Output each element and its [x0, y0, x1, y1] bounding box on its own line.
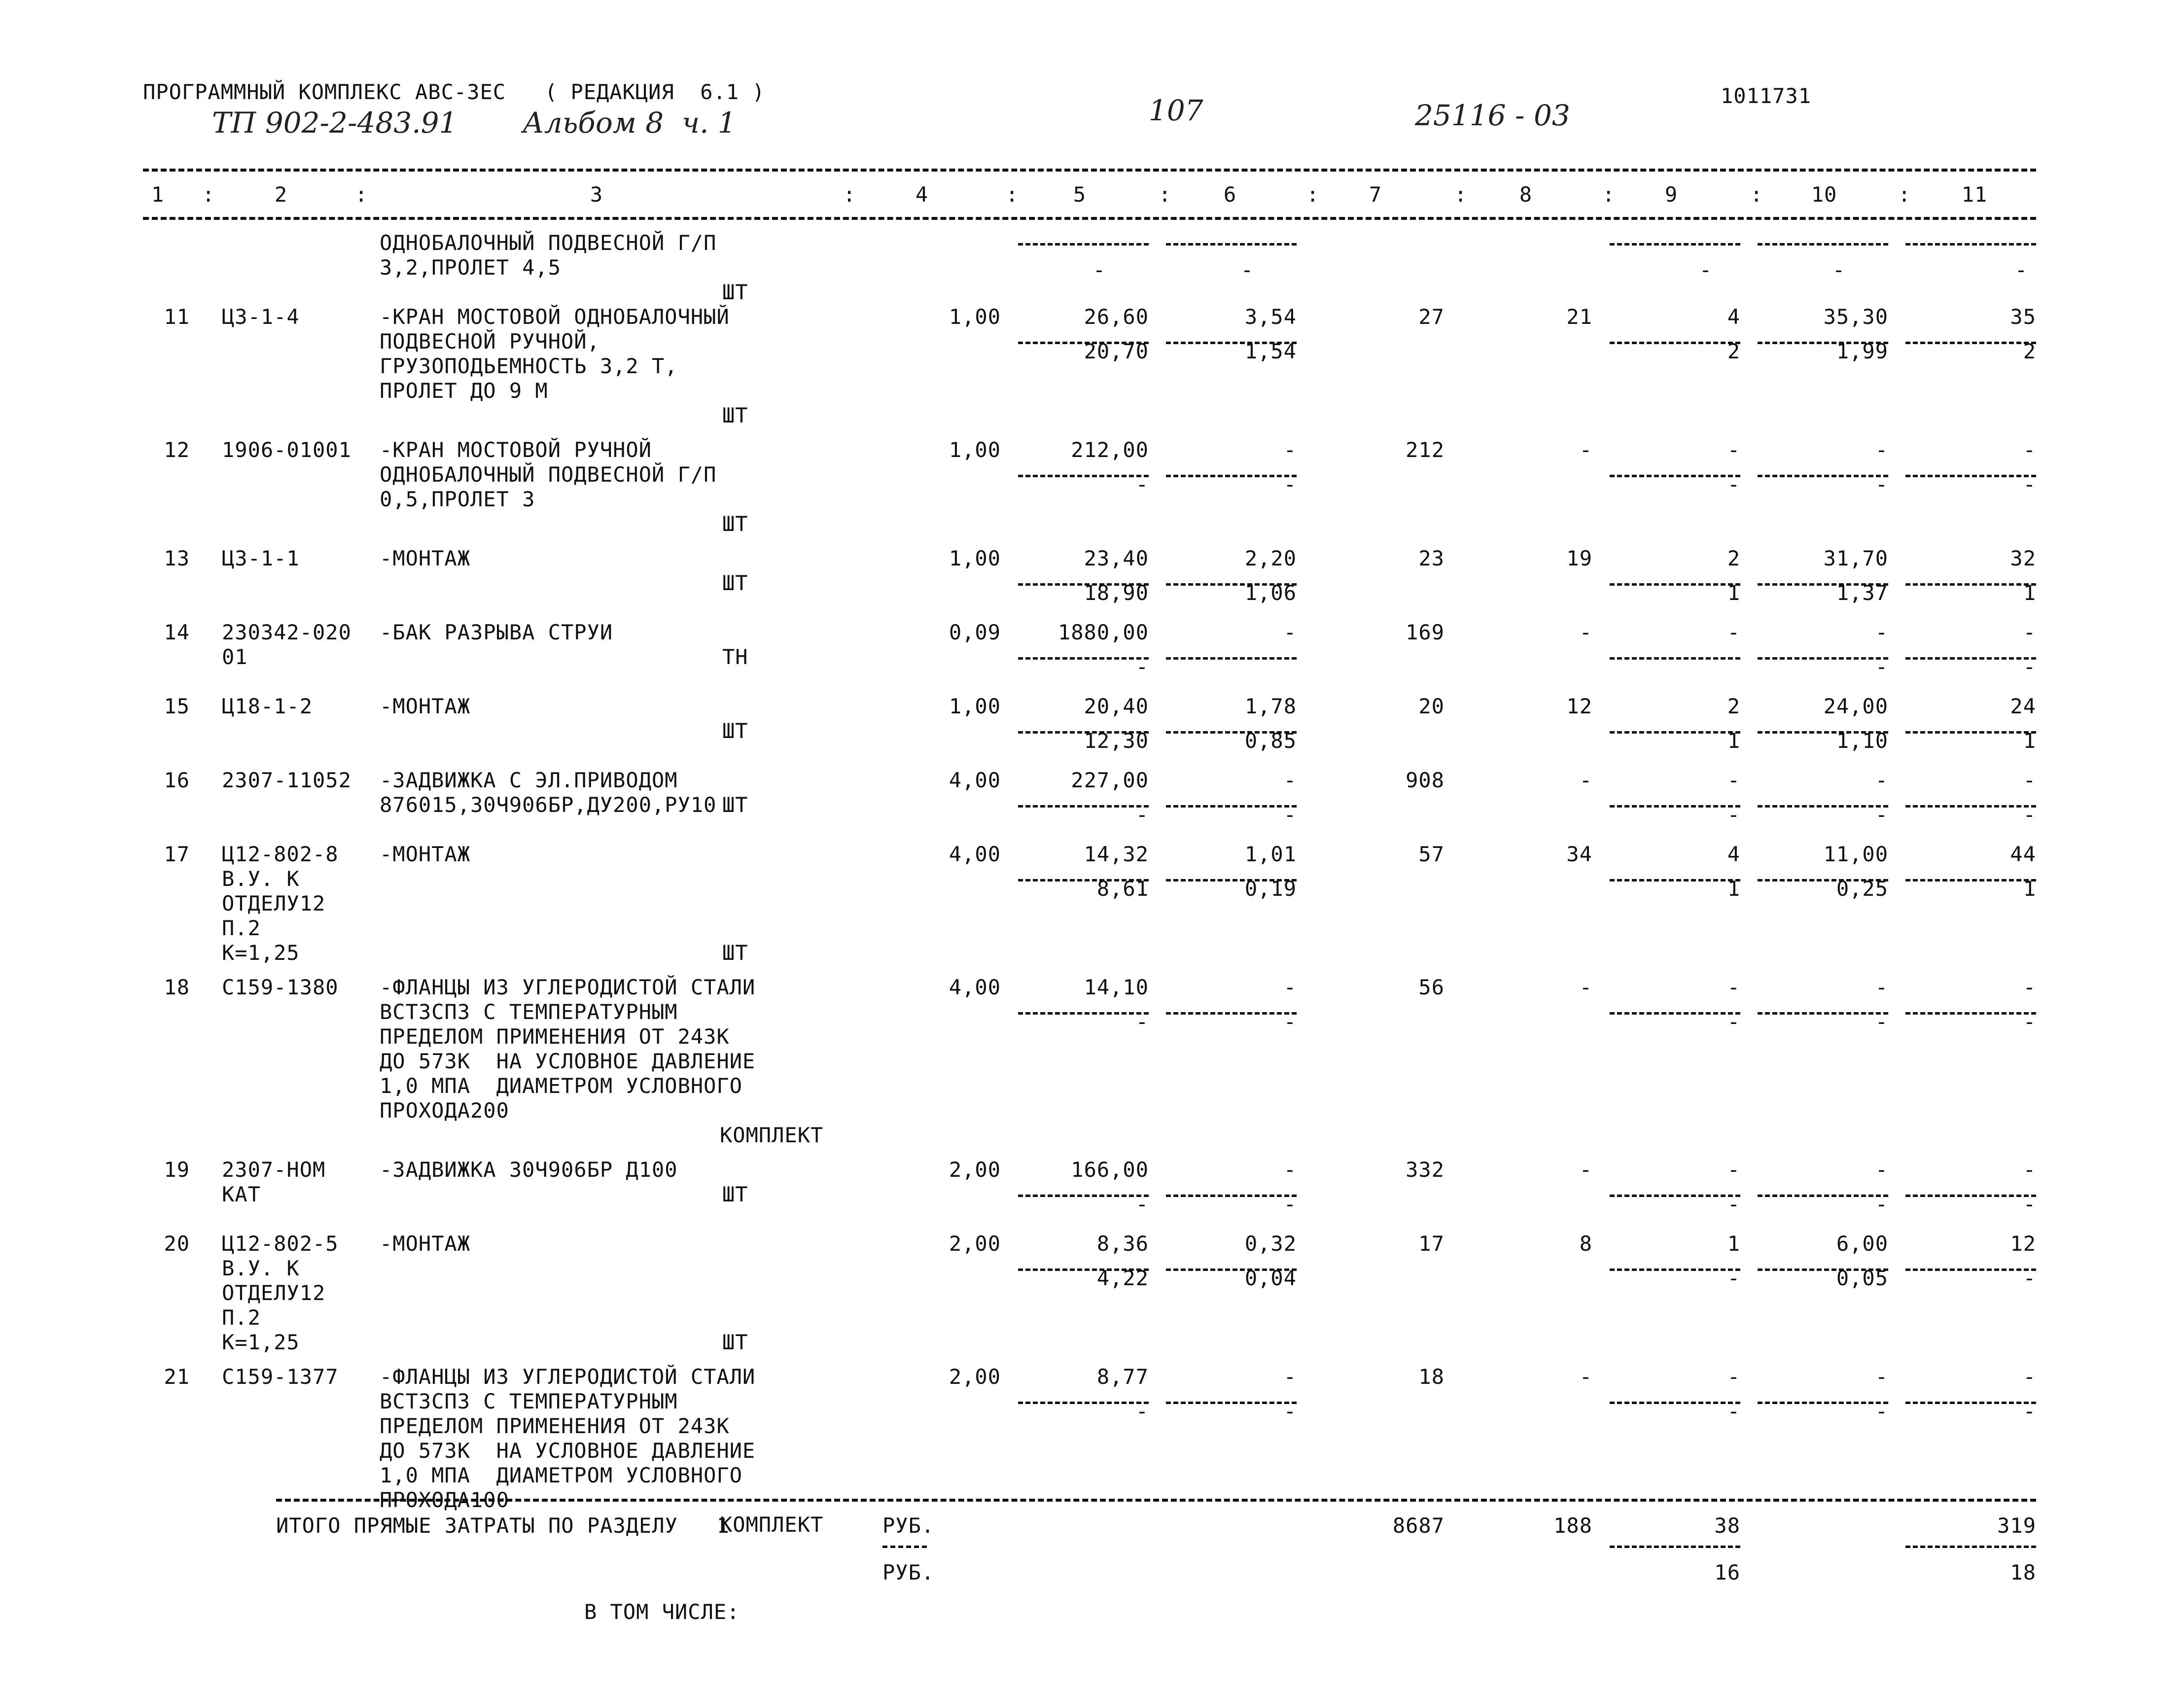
row-number: 20	[164, 1232, 190, 1256]
sub-divider	[1166, 657, 1297, 660]
cell-quantity: 0,09	[949, 620, 1001, 644]
cell-col11-labor: -	[2023, 1010, 2036, 1034]
cell-col7: 56	[1418, 975, 1444, 999]
cell-col6: 3,54	[1244, 305, 1297, 329]
column-separator: :	[1159, 182, 1172, 207]
description-line: ВСТ3СП3 С ТЕМПЕРАТУРНЫМ	[380, 1389, 678, 1413]
cell-quantity: 1,00	[949, 305, 1001, 329]
column-separator: :	[1602, 182, 1616, 207]
cell-col6: -	[1283, 768, 1297, 792]
cell-col5: 227,00	[1071, 768, 1149, 792]
cell-col9-labor: -	[1727, 472, 1740, 496]
cell-col10: 24,00	[1823, 694, 1888, 718]
description-line: ПОДВЕСНОЙ РУЧНОЙ,	[380, 329, 600, 353]
column-separator: :	[1006, 182, 1019, 207]
cell-col5-labor: 18,90	[1084, 581, 1149, 605]
cell-col10-labor: 1,37	[1836, 581, 1888, 605]
column-number-7: 7	[1369, 182, 1382, 207]
cell-col9: -	[1727, 975, 1740, 999]
cell-col8: 19	[1566, 546, 1592, 570]
column-number-3: 3	[590, 182, 603, 207]
column-number-6: 6	[1223, 182, 1237, 207]
divider	[1905, 1546, 2036, 1548]
item-code: Ц18-1-2	[222, 694, 313, 718]
description-line: -МОНТАЖ	[380, 842, 471, 866]
cell-quantity: 4,00	[949, 975, 1001, 999]
cell-col5-labor: 4,22	[1096, 1266, 1149, 1290]
divider	[1166, 243, 1297, 246]
description-line: 876015,30Ч906БР,ДУ200,РУ10	[380, 793, 717, 817]
cell-col5: 8,77	[1096, 1365, 1149, 1389]
cell-quantity: 1,00	[949, 546, 1001, 570]
item-code: 230342-020	[222, 620, 352, 644]
description-line: ОДНОБАЛОЧНЫЙ ПОДВЕСНОЙ Г/П	[380, 462, 717, 487]
item-code: Ц3-1-4	[222, 305, 300, 329]
divider	[1018, 243, 1149, 246]
cell-col6-labor: 0,04	[1244, 1266, 1297, 1290]
cell-col9: -	[1727, 1365, 1740, 1389]
cell-col11: 32	[2010, 546, 2036, 570]
unit-label: ШТ	[722, 719, 748, 743]
cell-col5-labor: -	[1135, 1010, 1149, 1034]
item-code: В.У. К	[222, 1256, 300, 1280]
cell-col10-labor: -	[1875, 1010, 1888, 1034]
row-number: 13	[164, 546, 190, 570]
cell-col5-labor: -	[1135, 655, 1149, 679]
cell-col6: -	[1283, 975, 1297, 999]
cell-col11-labor: -	[2014, 258, 2028, 282]
item-code: Ц12-802-5	[222, 1232, 339, 1256]
cell-col8: 21	[1566, 305, 1592, 329]
cell-col9-labor: -	[1727, 1010, 1740, 1034]
cell-col11: -	[2023, 1365, 2036, 1389]
document-code-handwritten: 25116 - 03	[1415, 99, 1570, 132]
cell-quantity: 1,00	[949, 438, 1001, 462]
cell-col6: 0,32	[1244, 1232, 1297, 1256]
description-line: ОДНОБАЛОЧНЫЙ ПОДВЕСНОЙ Г/П	[380, 231, 717, 255]
cell-col9: -	[1727, 768, 1740, 792]
program-title: ПРОГРАММНЫЙ КОМПЛЕКС АВС-3ЕС ( РЕДАКЦИЯ 6.1 )	[143, 80, 765, 104]
cell-col5-labor: 8,61	[1096, 877, 1149, 901]
cell-col5: 166,00	[1071, 1158, 1149, 1182]
row-number: 19	[164, 1158, 190, 1182]
cell-col9: 2	[1727, 546, 1740, 570]
cell-col11-labor: 2	[2023, 339, 2036, 363]
project-code-handwritten: ТП 902-2-483.91	[212, 106, 458, 140]
divider	[1905, 243, 2036, 246]
cell-quantity: 1,00	[949, 694, 1001, 718]
total-unit: РУБ.	[882, 1513, 935, 1538]
cell-col8: 34	[1566, 842, 1592, 866]
divider	[1758, 243, 1888, 246]
cell-col7: 212	[1406, 438, 1444, 462]
description-line: 1,0 МПА ДИАМЕТРОМ УСЛОВНОГО	[380, 1074, 743, 1098]
unit-label: КОМПЛЕКТ	[720, 1123, 824, 1147]
cell-col6: 1,78	[1244, 694, 1297, 718]
unit-label: ШТ	[722, 1182, 748, 1206]
cell-col6: -	[1283, 1158, 1297, 1182]
cell-col11: -	[2023, 438, 2036, 462]
cell-col7: 908	[1406, 768, 1444, 792]
cell-col9: 4	[1727, 842, 1740, 866]
cell-col11-labor: -	[2023, 655, 2036, 679]
cell-col5: 212,00	[1071, 438, 1149, 462]
row-number: 21	[164, 1365, 190, 1389]
total-col9-labor: 16	[1714, 1560, 1740, 1584]
description-line: ВСТ3СП3 С ТЕМПЕРАТУРНЫМ	[380, 1000, 678, 1024]
unit-label: ШТ	[722, 512, 748, 536]
cell-col11-labor: 1	[2023, 581, 2036, 605]
description-line: -КРАН МОСТОВОЙ ОДНОБАЛОЧНЫЙ	[380, 305, 730, 329]
column-separator: :	[355, 182, 368, 207]
item-code: К=1,25	[222, 1330, 300, 1354]
total-col8: 188	[1553, 1513, 1592, 1538]
cell-col5: 8,36	[1096, 1232, 1149, 1256]
cell-col11: -	[2023, 1158, 2036, 1182]
column-number-10: 10	[1811, 182, 1837, 207]
cell-col9-labor: 1	[1727, 729, 1740, 753]
cell-col10-labor: 1,10	[1836, 729, 1888, 753]
unit-label: ТН	[722, 645, 748, 669]
cell-col7: 23	[1418, 546, 1444, 570]
description-line: -ФЛАНЦЫ ИЗ УГЛЕРОДИСТОЙ СТАЛИ	[380, 1365, 756, 1389]
item-code: В.У. К	[222, 867, 300, 891]
description-line: -ЗАДВИЖКА 30Ч906БР Д100	[380, 1158, 678, 1182]
column-separator: :	[1454, 182, 1468, 207]
cell-col5: 23,40	[1084, 546, 1149, 570]
cell-col10-labor: -	[1875, 472, 1888, 496]
column-number-9: 9	[1664, 182, 1678, 207]
item-code: ОТДЕЛУ12	[222, 891, 326, 915]
description-line: ПРОЛЕТ ДО 9 М	[380, 379, 548, 403]
description-line: 1,0 МПА ДИАМЕТРОМ УСЛОВНОГО	[380, 1463, 743, 1487]
row-number: 18	[164, 975, 190, 999]
description-line: -КРАН МОСТОВОЙ РУЧНОЙ	[380, 438, 652, 462]
cell-col11-labor: 1	[2023, 729, 2036, 753]
column-number-2: 2	[274, 182, 288, 207]
cell-col11: -	[2023, 975, 2036, 999]
cell-col5-labor: -	[1135, 472, 1149, 496]
cell-col10: 35,30	[1823, 305, 1888, 329]
cell-col10-labor: -	[1875, 803, 1888, 827]
cell-col6-labor: -	[1283, 1192, 1297, 1216]
cell-col9-labor: -	[1727, 1399, 1740, 1423]
cell-col6-labor: 1,54	[1244, 339, 1297, 363]
cell-col11: 44	[2010, 842, 2036, 866]
total-col9: 38	[1714, 1513, 1740, 1538]
cell-col5-labor: 12,30	[1084, 729, 1149, 753]
total-rule	[276, 1499, 2036, 1502]
total-unit-2: РУБ.	[882, 1560, 935, 1584]
cell-col10-labor: -	[1832, 258, 1846, 282]
cell-col10-labor: -	[1875, 1192, 1888, 1216]
item-code: С159-1377	[222, 1365, 339, 1389]
album-handwritten: Альбом 8 ч. 1	[523, 106, 736, 140]
row-number: 15	[164, 694, 190, 718]
cell-col11-labor: -	[2023, 1399, 2036, 1423]
cell-col6-labor: -	[1283, 1010, 1297, 1034]
cell-col7: 332	[1406, 1158, 1444, 1182]
cell-col8: -	[1579, 620, 1592, 644]
cell-col5: 14,32	[1084, 842, 1149, 866]
description-line: 3,2,ПРОЛЕТ 4,5	[380, 255, 562, 280]
cell-col5-labor: -	[1135, 1399, 1149, 1423]
cell-col6-labor: -	[1283, 1399, 1297, 1423]
cell-col8: -	[1579, 1365, 1592, 1389]
cell-col5-labor: 20,70	[1084, 339, 1149, 363]
cell-quantity: 2,00	[949, 1232, 1001, 1256]
cell-quantity: 2,00	[949, 1365, 1001, 1389]
cell-col10: 11,00	[1823, 842, 1888, 866]
item-code: 2307-11052	[222, 768, 352, 792]
cell-col8: -	[1579, 975, 1592, 999]
item-code: 1906-01001	[222, 438, 352, 462]
cell-col10-labor: 1,99	[1836, 339, 1888, 363]
cell-col11: -	[2023, 768, 2036, 792]
cell-col11: 35	[2010, 305, 2036, 329]
description-line: 0,5,ПРОЛЕТ 3	[380, 487, 535, 511]
unit-label: ШТ	[722, 1330, 748, 1354]
unit-label: ШТ	[722, 941, 748, 965]
item-code: 01	[222, 645, 248, 669]
cell-col10-labor: 0,25	[1836, 877, 1888, 901]
cell-quantity: 2,00	[949, 1158, 1001, 1182]
cell-col10: 31,70	[1823, 546, 1888, 570]
cell-col9-labor: 1	[1727, 581, 1740, 605]
cell-col6: 2,20	[1244, 546, 1297, 570]
cell-quantity: 4,00	[949, 842, 1001, 866]
total-col11: 319	[1997, 1513, 2036, 1538]
divider	[1610, 1546, 1740, 1548]
header-top-rule	[143, 169, 2036, 172]
item-code: 2307-НОМ	[222, 1158, 326, 1182]
cell-col6-labor: -	[1283, 803, 1297, 827]
cell-col10: 6,00	[1836, 1232, 1888, 1256]
cell-col11-labor: -	[2023, 803, 2036, 827]
column-separator: :	[843, 182, 856, 207]
page-number-handwritten: 107	[1149, 94, 1203, 127]
cell-col6-labor: 0,19	[1244, 877, 1297, 901]
description-line: -БАК РАЗРЫВА СТРУИ	[380, 620, 613, 644]
cell-col10: -	[1875, 975, 1888, 999]
cell-col9: 4	[1727, 305, 1740, 329]
column-separator: :	[1750, 182, 1763, 207]
cell-col9-labor: 2	[1727, 339, 1740, 363]
description-line: ДО 573К НА УСЛОВНОЕ ДАВЛЕНИЕ	[380, 1049, 756, 1073]
description-line: -ФЛАНЦЫ ИЗ УГЛЕРОДИСТОЙ СТАЛИ	[380, 975, 756, 999]
cell-col7: 57	[1418, 842, 1444, 866]
cell-col8: 8	[1579, 1232, 1592, 1256]
cell-col9: -	[1727, 1158, 1740, 1182]
cell-col9: -	[1727, 438, 1740, 462]
description-line: ПРЕДЕЛОМ ПРИМЕНЕНИЯ ОТ 243К	[380, 1414, 730, 1438]
column-number-4: 4	[915, 182, 929, 207]
header-bottom-rule	[143, 217, 2036, 220]
description-line: -ЗАДВИЖКА С ЭЛ.ПРИВОДОМ	[380, 768, 678, 792]
unit-label: ШТ	[722, 280, 748, 304]
cell-col10: -	[1875, 768, 1888, 792]
unit-label: ШТ	[722, 571, 748, 595]
cell-col6: -	[1283, 438, 1297, 462]
item-code: С159-1380	[222, 975, 339, 999]
description-line: -МОНТАЖ	[380, 1232, 471, 1256]
cell-col11-labor: -	[2023, 1266, 2036, 1290]
row-number: 16	[164, 768, 190, 792]
cell-col9-labor: -	[1727, 1192, 1740, 1216]
total-col11-labor: 18	[2010, 1560, 2036, 1584]
cell-col11: -	[2023, 620, 2036, 644]
column-separator: :	[202, 182, 215, 207]
cell-col8: -	[1579, 438, 1592, 462]
cell-col9-labor: 1	[1727, 877, 1740, 901]
item-code: ОТДЕЛУ12	[222, 1281, 326, 1305]
divider	[882, 1546, 927, 1548]
cell-col5: 1880,00	[1057, 620, 1149, 644]
cell-col10: -	[1875, 438, 1888, 462]
cell-quantity: 4,00	[949, 768, 1001, 792]
cell-col5-labor: -	[1092, 258, 1106, 282]
total-label: ИТОГО ПРЯМЫЕ ЗАТРАТЫ ПО РАЗДЕЛУ 1	[276, 1513, 730, 1538]
description-line: ГРУЗОПОДЬЕМНОСТЬ 3,2 Т,	[380, 354, 678, 378]
row-number: 14	[164, 620, 190, 644]
row-number: 17	[164, 842, 190, 866]
description-line: ПРЕДЕЛОМ ПРИМЕНЕНИЯ ОТ 243К	[380, 1024, 730, 1049]
column-separator: :	[1898, 182, 1911, 207]
cell-col11-labor: -	[2023, 472, 2036, 496]
cell-col5: 20,40	[1084, 694, 1149, 718]
cell-col7: 20	[1418, 694, 1444, 718]
cell-col6: -	[1283, 620, 1297, 644]
cell-col6: -	[1283, 1365, 1297, 1389]
description-line: -МОНТАЖ	[380, 546, 471, 570]
description-line: ПРОХОДА200	[380, 1098, 509, 1123]
column-number-11: 11	[1961, 182, 1988, 207]
cell-col5: 26,60	[1084, 305, 1149, 329]
cell-col10-labor: 0,05	[1836, 1266, 1888, 1290]
cell-col9-labor: -	[1699, 258, 1713, 282]
document-number: 1011731	[1721, 84, 1812, 108]
cell-col11: 24	[2010, 694, 2036, 718]
cell-col11-labor: -	[2023, 1192, 2036, 1216]
cell-col6-labor: -	[1283, 472, 1297, 496]
cell-col10: -	[1875, 620, 1888, 644]
cell-col5-labor: -	[1135, 803, 1149, 827]
description-line: -МОНТАЖ	[380, 694, 471, 718]
cell-col5-labor: -	[1135, 1192, 1149, 1216]
item-code: П.2	[222, 916, 261, 940]
cell-col9: 2	[1727, 694, 1740, 718]
cell-col10: -	[1875, 1365, 1888, 1389]
cell-col9: -	[1727, 620, 1740, 644]
cell-col6-labor: -	[1240, 258, 1254, 282]
cell-col10: -	[1875, 1158, 1888, 1182]
cell-col10-labor: -	[1875, 1399, 1888, 1423]
item-code: П.2	[222, 1305, 261, 1330]
cell-col11: 12	[2010, 1232, 2036, 1256]
unit-label: ШТ	[722, 403, 748, 427]
cell-col7: 169	[1406, 620, 1444, 644]
column-separator: :	[1306, 182, 1320, 207]
row-number: 12	[164, 438, 190, 462]
cell-col6-labor: 0,85	[1244, 729, 1297, 753]
divider	[1610, 243, 1740, 246]
item-code: Ц12-802-8	[222, 842, 339, 866]
cell-col5: 14,10	[1084, 975, 1149, 999]
cell-col6-labor: 1,06	[1244, 581, 1297, 605]
row-number: 11	[164, 305, 190, 329]
cell-col8: -	[1579, 768, 1592, 792]
cell-col7: 27	[1418, 305, 1444, 329]
cell-col6: 1,01	[1244, 842, 1297, 866]
unit-label: ШТ	[722, 793, 748, 817]
including-label: В ТОМ ЧИСЛЕ:	[584, 1600, 740, 1624]
unit-label: КОМПЛЕКТ	[720, 1513, 824, 1537]
cell-col9-labor: -	[1727, 803, 1740, 827]
item-code: КАТ	[222, 1182, 261, 1206]
cell-col8: 12	[1566, 694, 1592, 718]
cell-col7: 18	[1418, 1365, 1444, 1389]
column-number-8: 8	[1519, 182, 1533, 207]
cell-col9-labor: -	[1727, 1266, 1740, 1290]
column-number-5: 5	[1073, 182, 1087, 207]
cell-col10-labor: -	[1875, 655, 1888, 679]
cell-col7: 17	[1418, 1232, 1444, 1256]
cell-col11-labor: 1	[2023, 877, 2036, 901]
description-line: ПРОХОДА100	[380, 1488, 509, 1512]
description-line: ДО 573К НА УСЛОВНОЕ ДАВЛЕНИЕ	[380, 1439, 756, 1463]
item-code: Ц3-1-1	[222, 546, 300, 570]
total-col7: 8687	[1392, 1513, 1444, 1538]
cell-col9: 1	[1727, 1232, 1740, 1256]
cell-col8: -	[1579, 1158, 1592, 1182]
item-code: К=1,25	[222, 941, 300, 965]
column-number-1: 1	[151, 182, 165, 207]
